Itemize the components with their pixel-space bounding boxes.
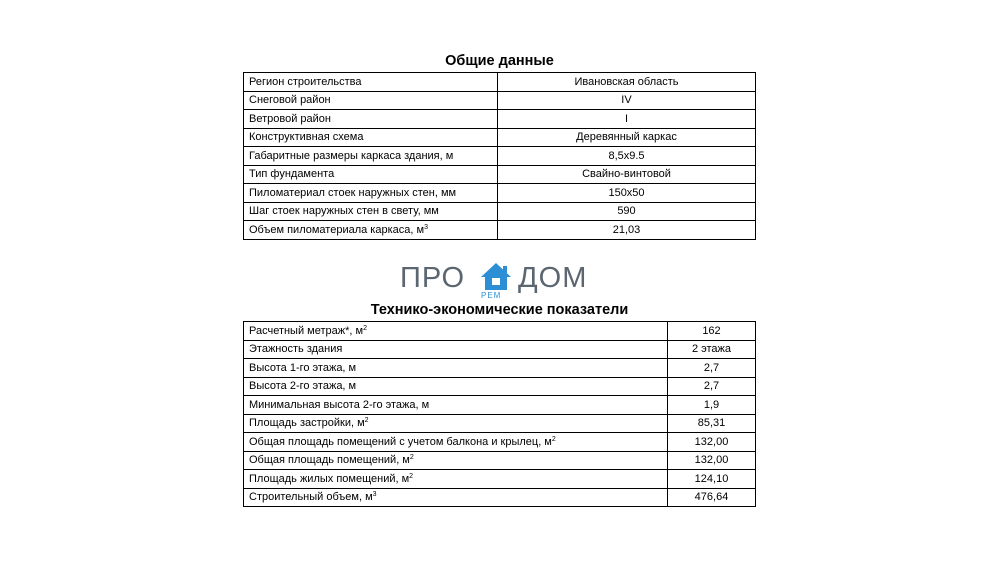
row-label: Площадь застройки, $м^2$ bbox=[244, 414, 668, 433]
table-row bbox=[244, 359, 756, 378]
row-value: IV bbox=[498, 91, 756, 110]
row-label: Объем пиломатериала каркаса, $м^3$ bbox=[244, 221, 498, 240]
row-label: Габаритные размеры каркаса здания, м bbox=[244, 147, 498, 166]
row-value: 590 bbox=[498, 202, 756, 221]
row-label: Общая площадь помещений, $м^2$ bbox=[244, 451, 668, 470]
row-value: 132,00 bbox=[668, 451, 756, 470]
row-label: Минимальная высота 2-го этажа, м bbox=[244, 396, 668, 415]
table-row bbox=[244, 147, 756, 166]
table-row bbox=[244, 340, 756, 359]
table-row bbox=[244, 396, 756, 415]
row-value: 162 bbox=[668, 322, 756, 341]
row-label: Расчетный метраж*, $м^2$ bbox=[244, 322, 668, 341]
row-label: Тип фундамента bbox=[244, 165, 498, 184]
table-row bbox=[244, 488, 756, 507]
table-row bbox=[244, 451, 756, 470]
row-value: I bbox=[498, 110, 756, 129]
row-label: Общая площадь помещений с учетом балкона и крылец, $м^2$ bbox=[244, 433, 668, 452]
row-label: Конструктивная схема bbox=[244, 128, 498, 147]
row-label: Высота 1-го этажа, м bbox=[244, 359, 668, 378]
row-value: 8,5x9.5 bbox=[498, 147, 756, 166]
house-icon bbox=[479, 262, 513, 292]
row-label: Ветровой район bbox=[244, 110, 498, 129]
general-data-title: Общие данные bbox=[445, 53, 554, 69]
table-row bbox=[244, 184, 756, 203]
row-value: 21,03 bbox=[498, 221, 756, 240]
row-value: Ивановская область bbox=[498, 73, 756, 92]
row-label: Строительный объем, $м^3$ bbox=[244, 488, 668, 507]
table-row bbox=[244, 221, 756, 240]
table-row bbox=[244, 91, 756, 110]
table-row bbox=[244, 377, 756, 396]
table-row bbox=[244, 414, 756, 433]
indicators-table bbox=[243, 321, 756, 507]
logo-text-left: ПРО bbox=[400, 262, 466, 294]
general-data-table bbox=[243, 72, 756, 240]
row-label: Снеговой район bbox=[244, 91, 498, 110]
row-value: 132,00 bbox=[668, 433, 756, 452]
table-row bbox=[244, 128, 756, 147]
prodom-logo bbox=[400, 262, 600, 302]
row-label: Регион строительства bbox=[244, 73, 498, 92]
row-value: 2 этажа bbox=[668, 340, 756, 359]
row-label: Этажность здания bbox=[244, 340, 668, 359]
row-label: Пиломатериал стоек наружных стен, мм bbox=[244, 184, 498, 203]
row-value: 476,64 bbox=[668, 488, 756, 507]
row-value: 2,7 bbox=[668, 359, 756, 378]
row-label: Шаг стоек наружных стен в свету, мм bbox=[244, 202, 498, 221]
row-label: Площадь жилых помещений, $м^2$ bbox=[244, 470, 668, 489]
table-row bbox=[244, 110, 756, 129]
logo-text-right: ДОМ bbox=[518, 262, 588, 294]
table-row bbox=[244, 433, 756, 452]
indicators-title: Технико-экономические показатели bbox=[370, 302, 629, 318]
row-value: 124,10 bbox=[668, 470, 756, 489]
table-row bbox=[244, 73, 756, 92]
logo-subtext: РЕМ bbox=[481, 291, 502, 300]
row-value: 150x50 bbox=[498, 184, 756, 203]
row-value: 85,31 bbox=[668, 414, 756, 433]
table-row bbox=[244, 165, 756, 184]
row-value: 1,9 bbox=[668, 396, 756, 415]
row-value: Деревянный каркас bbox=[498, 128, 756, 147]
row-value: 2,7 bbox=[668, 377, 756, 396]
row-label: Высота 2-го этажа, м bbox=[244, 377, 668, 396]
table-row bbox=[244, 470, 756, 489]
row-value: Свайно-винтовой bbox=[498, 165, 756, 184]
table-row bbox=[244, 322, 756, 341]
table-row bbox=[244, 202, 756, 221]
